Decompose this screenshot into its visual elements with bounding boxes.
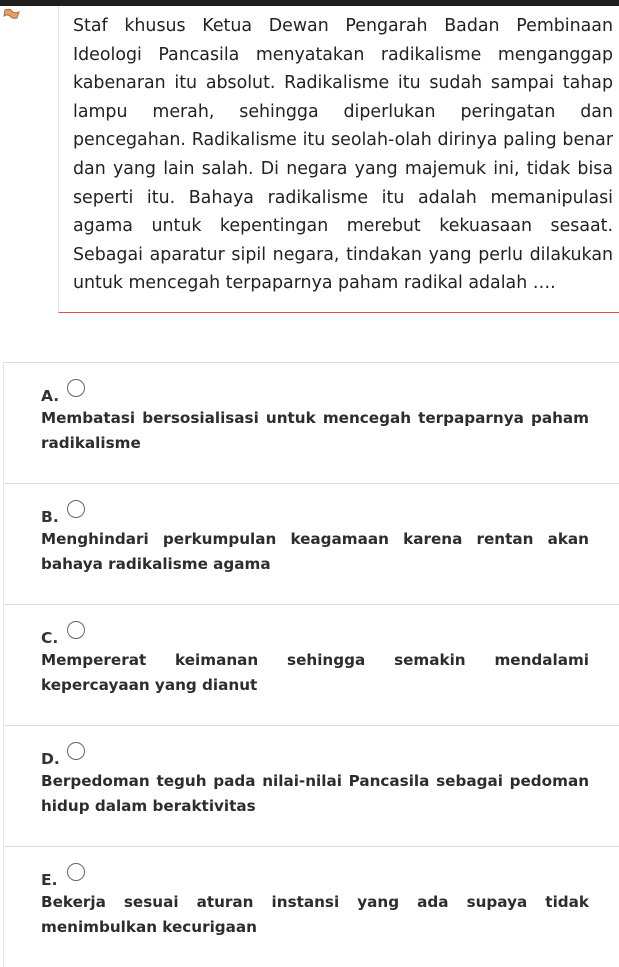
option-c[interactable] bbox=[4, 605, 619, 726]
option-a[interactable] bbox=[4, 363, 619, 484]
radio-button[interactable] bbox=[67, 379, 85, 397]
option-letter: E. bbox=[41, 871, 58, 889]
radio-button[interactable] bbox=[67, 621, 85, 639]
option-text: Menghindari perkumpulan keagamaan karena rentan akan bahaya radikalisme agama bbox=[41, 530, 589, 573]
option-letter: D. bbox=[41, 750, 60, 768]
option-text: Berpedoman teguh pada nilai-nilai Pancasila sebagai pedoman hidup dalam beraktivitas bbox=[41, 772, 589, 815]
option-letter: A. bbox=[41, 387, 60, 405]
radio-button[interactable] bbox=[67, 500, 85, 518]
question-text: Staf khusus Ketua Dewan Pengarah Badan Pembinaan Ideologi Pancasila menyatakan radikalisme menganggap kabenaran itu absolut. Radikalisme itu sudah sampai tahap lampu merah, sehingga diperlukan peringatan dan pencegahan. Radikalisme itu seolah-olah dirinya paling benar dan yang lain salah. Di negara yang majemuk ini, tidak bisa seperti itu. Bahaya radikalisme itu adalah memanipulasi agama untuk kepentingan merebut kekuasaan sesaat. Sebagai aparatur sipil negara, tindakan yang perlu dilakukan untuk mencegah terpaparnya paham radikal adalah …. bbox=[73, 16, 613, 294]
option-text: Bekerja sesuai aturan instansi yang ada supaya tidak menimbulkan kecurigaan bbox=[41, 893, 589, 936]
radio-button[interactable] bbox=[67, 863, 85, 881]
radio-button[interactable] bbox=[67, 742, 85, 760]
option-letter: C. bbox=[41, 629, 59, 647]
answer-options bbox=[3, 362, 619, 967]
option-e[interactable] bbox=[4, 847, 619, 967]
option-letter: B. bbox=[41, 508, 59, 526]
flag-icon[interactable] bbox=[2, 6, 22, 20]
option-text: Membatasi bersosialisasi untuk mencegah terpaparnya paham radikalisme bbox=[41, 409, 589, 452]
option-d[interactable] bbox=[4, 726, 619, 847]
question-box bbox=[58, 6, 619, 313]
option-text: Mempererat keimanan sehingga semakin mendalami kepercayaan yang dianut bbox=[41, 651, 589, 694]
option-b[interactable] bbox=[4, 484, 619, 605]
